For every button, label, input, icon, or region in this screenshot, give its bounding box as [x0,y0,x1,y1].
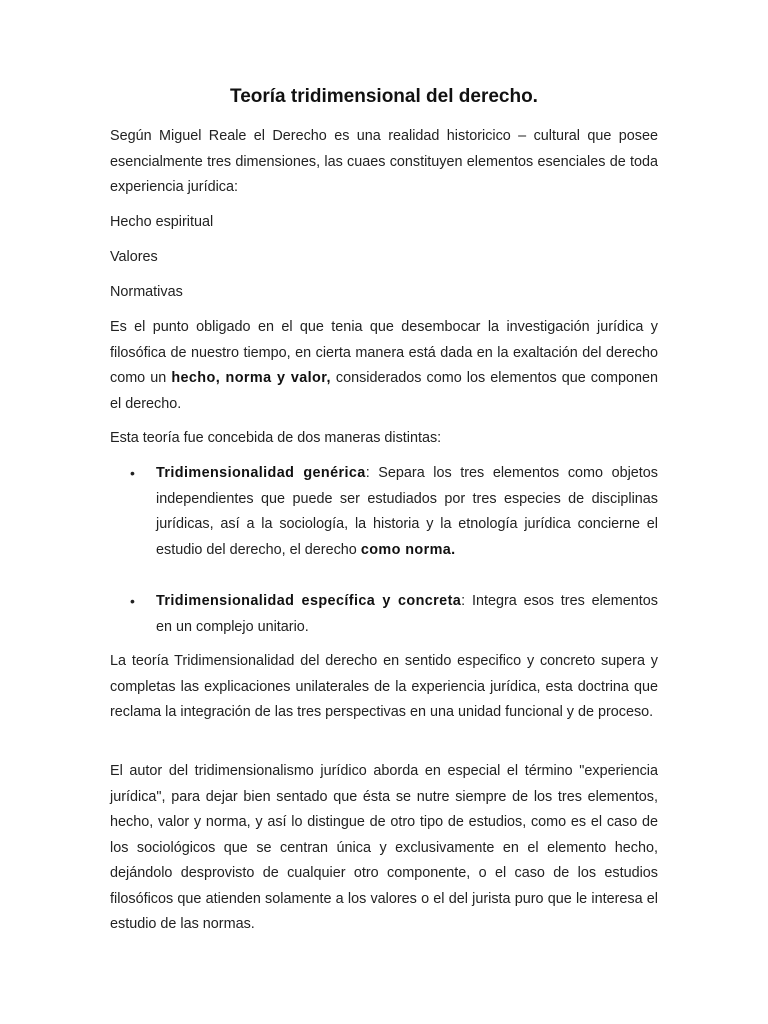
bullet-text [156,461,658,563]
bullet-description: : Separa los tres elementos como objetos independientes que puede ser estudiados por tres especies de disciplinas jurídicas, así a la sociología, la historia y la etnología jurídica concierne el estudio del derecho, el derecho [156,465,658,558]
paragraph-intro: Según Miguel Reale el Derecho es una realidad historicico – cultural que posee esencialmente tres dimensiones, las cuaes constituyen elementos esenciales de toda experiencia jurídica: [110,128,658,195]
document-title: Teoría tridimensional del derecho. [230,86,538,107]
dimension-item-valores: Valores [110,249,158,265]
paragraph-dos-maneras: Esta teoría fue concebida de dos maneras distintas: [110,430,442,446]
bullet-item-generica [110,461,658,563]
paragraph-text-after: considerados como los elementos que componen el derecho. [110,370,658,412]
bullet-icon: • [130,465,135,481]
bullet-item-especifica [110,589,658,640]
dimension-item-hecho: Hecho espiritual [110,214,214,230]
bullet-term-end: como norma. [360,541,456,558]
bullet-description: : Integra esos tres elementos en un complejo unitario. [156,593,658,635]
paragraph-bold-phrase: hecho, norma y valor, [171,370,331,386]
paragraph-punto-obligado [110,315,658,417]
bullet-text [156,589,658,640]
bullet-term: Tridimensionalidad específica y concreta [156,593,462,609]
paragraph-teoria-tridimensionalidad: La teoría Tridimensionalidad del derecho en sentido especifico y concreto supera y completas las explicaciones unilaterales de la experiencia jurídica, esta doctrina que reclama la integración de las tres perspectivas en una unidad funcional y de proceso. [110,653,658,720]
paragraph-text-before: Es el punto obligado en el que tenia que desembocar la investigación jurídica y filosófica de nuestro tiempo, en cierta manera está dada en la exaltación del derecho como un [110,319,658,386]
bullet-term: Tridimensionalidad genérica [156,465,366,481]
dimension-item-normativas: Normativas [110,284,183,300]
bullet-icon: • [130,593,135,609]
paragraph-autor: El autor del tridimensionalismo jurídico aborda en especial el término "experiencia jurídica", para dejar bien sentado que ésta se nutre siempre de los tres elementos, hecho, valor y norma, y así lo distingue de otro tipo de estudios, como es el caso de los sociológicos que se centran única y exclusivamente en el elemento hecho, dejándolo desprovisto de cualquier otro componente, o el caso de los estudios filosóficos que atienden solamente a los valores o el del jurista puro que le interesa el estudio de las normas. [110,763,658,932]
